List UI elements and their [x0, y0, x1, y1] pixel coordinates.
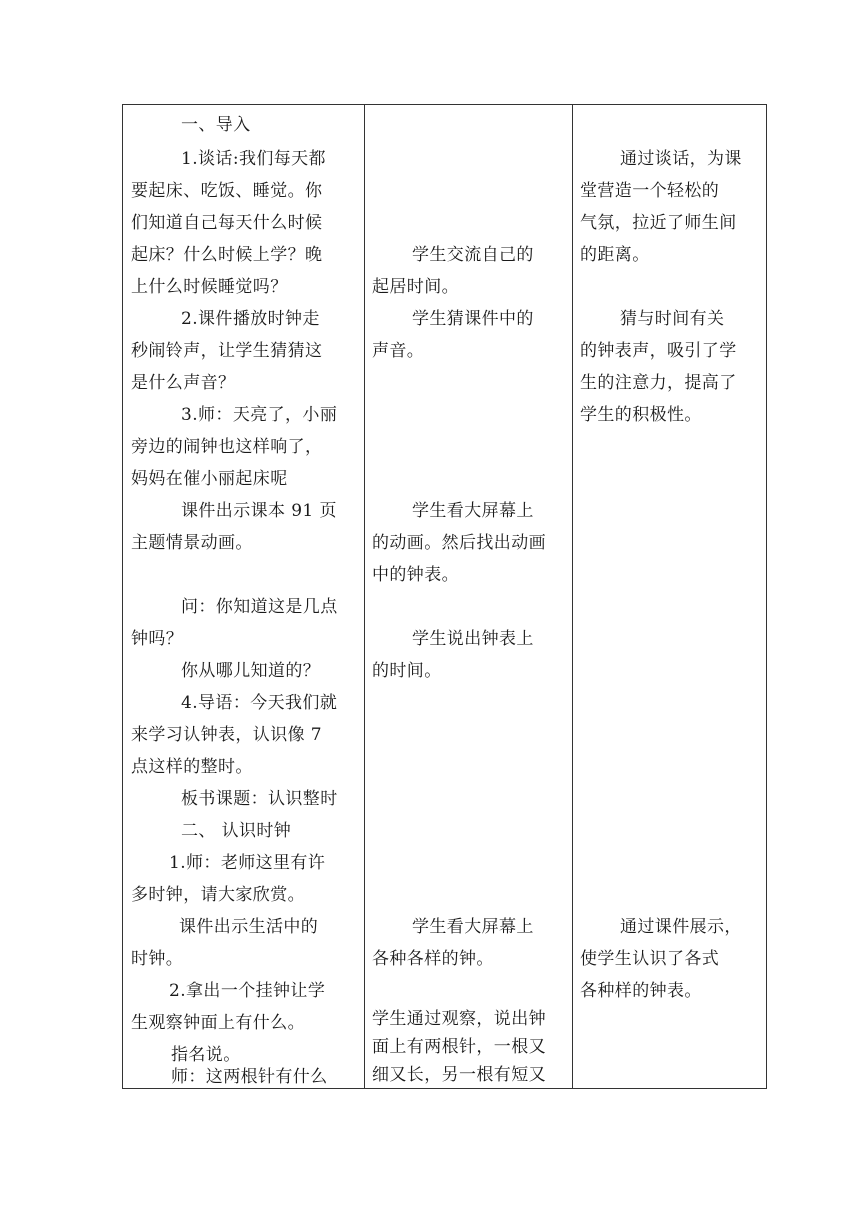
text-line: 指名说。	[171, 1045, 241, 1065]
text-line: 们知道自己每天什么时候	[131, 213, 323, 233]
text-line: 中的钟表。	[372, 565, 459, 585]
text-line: 学生看大屏幕上	[412, 501, 534, 521]
text-line: 3.师：天亮了，小丽	[181, 405, 338, 425]
section-heading: 一、导入	[181, 115, 251, 135]
text-line: 通过谈话，为课	[620, 149, 742, 169]
text-line: 起床？什么时候上学？晚	[131, 245, 323, 265]
text-line: 各种样的钟表。	[580, 981, 702, 1001]
text-line: 是什么声音？	[131, 373, 236, 393]
text-line: 气氛，拉近了师生间	[580, 213, 737, 233]
text-line: 面上有两根针，一根又	[372, 1037, 546, 1057]
text-line: 课件出示课本 91 页	[181, 501, 337, 521]
text-line: 2.课件播放时钟走	[181, 309, 320, 329]
text-line: 要起床、吃饭、睡觉。你	[131, 181, 323, 201]
text-line: 的钟表声，吸引了学	[580, 341, 737, 361]
text-line: 上什么时候睡觉吗？	[131, 277, 288, 297]
text-line: 堂营造一个轻松的	[580, 181, 720, 201]
text-line: 声音。	[372, 341, 425, 361]
text-line: 学生交流自己的	[412, 245, 534, 265]
text-line: 通过课件展示，	[620, 917, 742, 937]
text-line: 师：这两根针有什么	[171, 1067, 328, 1087]
text-line: 起居时间。	[372, 277, 459, 297]
section-heading: 二、 认识时钟	[181, 821, 292, 841]
text-line: 使学生认识了各式	[580, 949, 720, 969]
text-line: 主题情景动画。	[131, 533, 253, 553]
text-line: 猜与时间有关	[620, 309, 725, 329]
text-line: 的动画。然后找出动画	[372, 533, 546, 553]
text-line: 各种各样的钟。	[372, 949, 494, 969]
text-line: 2.拿出一个挂钟让学	[169, 981, 326, 1001]
lesson-plan-table	[122, 104, 767, 1089]
text-line: 学生看大屏幕上	[412, 917, 534, 937]
text-line: 点这样的整时。	[131, 757, 253, 777]
text-line: 问：你知道这是几点	[181, 597, 338, 617]
text-line: 1.谈话:我们每天都	[181, 149, 326, 169]
text-line: 时钟。	[131, 949, 184, 969]
text-line: 的时间。	[372, 661, 442, 681]
text-line: 生观察钟面上有什么。	[131, 1013, 305, 1033]
text-line: 的距离。	[580, 245, 650, 265]
text-line: 钟吗？	[131, 629, 184, 649]
column-divider	[364, 105, 365, 1088]
text-line: 板书课题：认识整时	[181, 789, 338, 809]
text-line: 学生说出钟表上	[412, 629, 534, 649]
text-line: 多时钟，请大家欣赏。	[131, 885, 305, 905]
text-line: 你从哪儿知道的？	[181, 661, 321, 681]
text-line: 秒闹铃声，让学生猜猜这	[131, 341, 323, 361]
text-line: 学生通过观察，说出钟	[372, 1009, 546, 1029]
text-line: 生的注意力，提高了	[580, 373, 737, 393]
text-line: 4.导语：今天我们就	[181, 693, 338, 713]
text-line: 细又长，另一根有短又	[372, 1065, 546, 1085]
text-line: 学生猜课件中的	[412, 309, 534, 329]
text-line: 1.师：老师这里有许	[169, 853, 326, 873]
text-line: 学生的积极性。	[580, 405, 702, 425]
text-line: 课件出示生活中的	[179, 917, 319, 937]
text-line: 来学习认钟表，认识像 7	[131, 725, 323, 745]
text-line: 旁边的闹钟也这样响了，	[131, 437, 323, 457]
text-line: 妈妈在催小丽起床呢	[131, 469, 288, 489]
column-divider	[572, 105, 573, 1088]
